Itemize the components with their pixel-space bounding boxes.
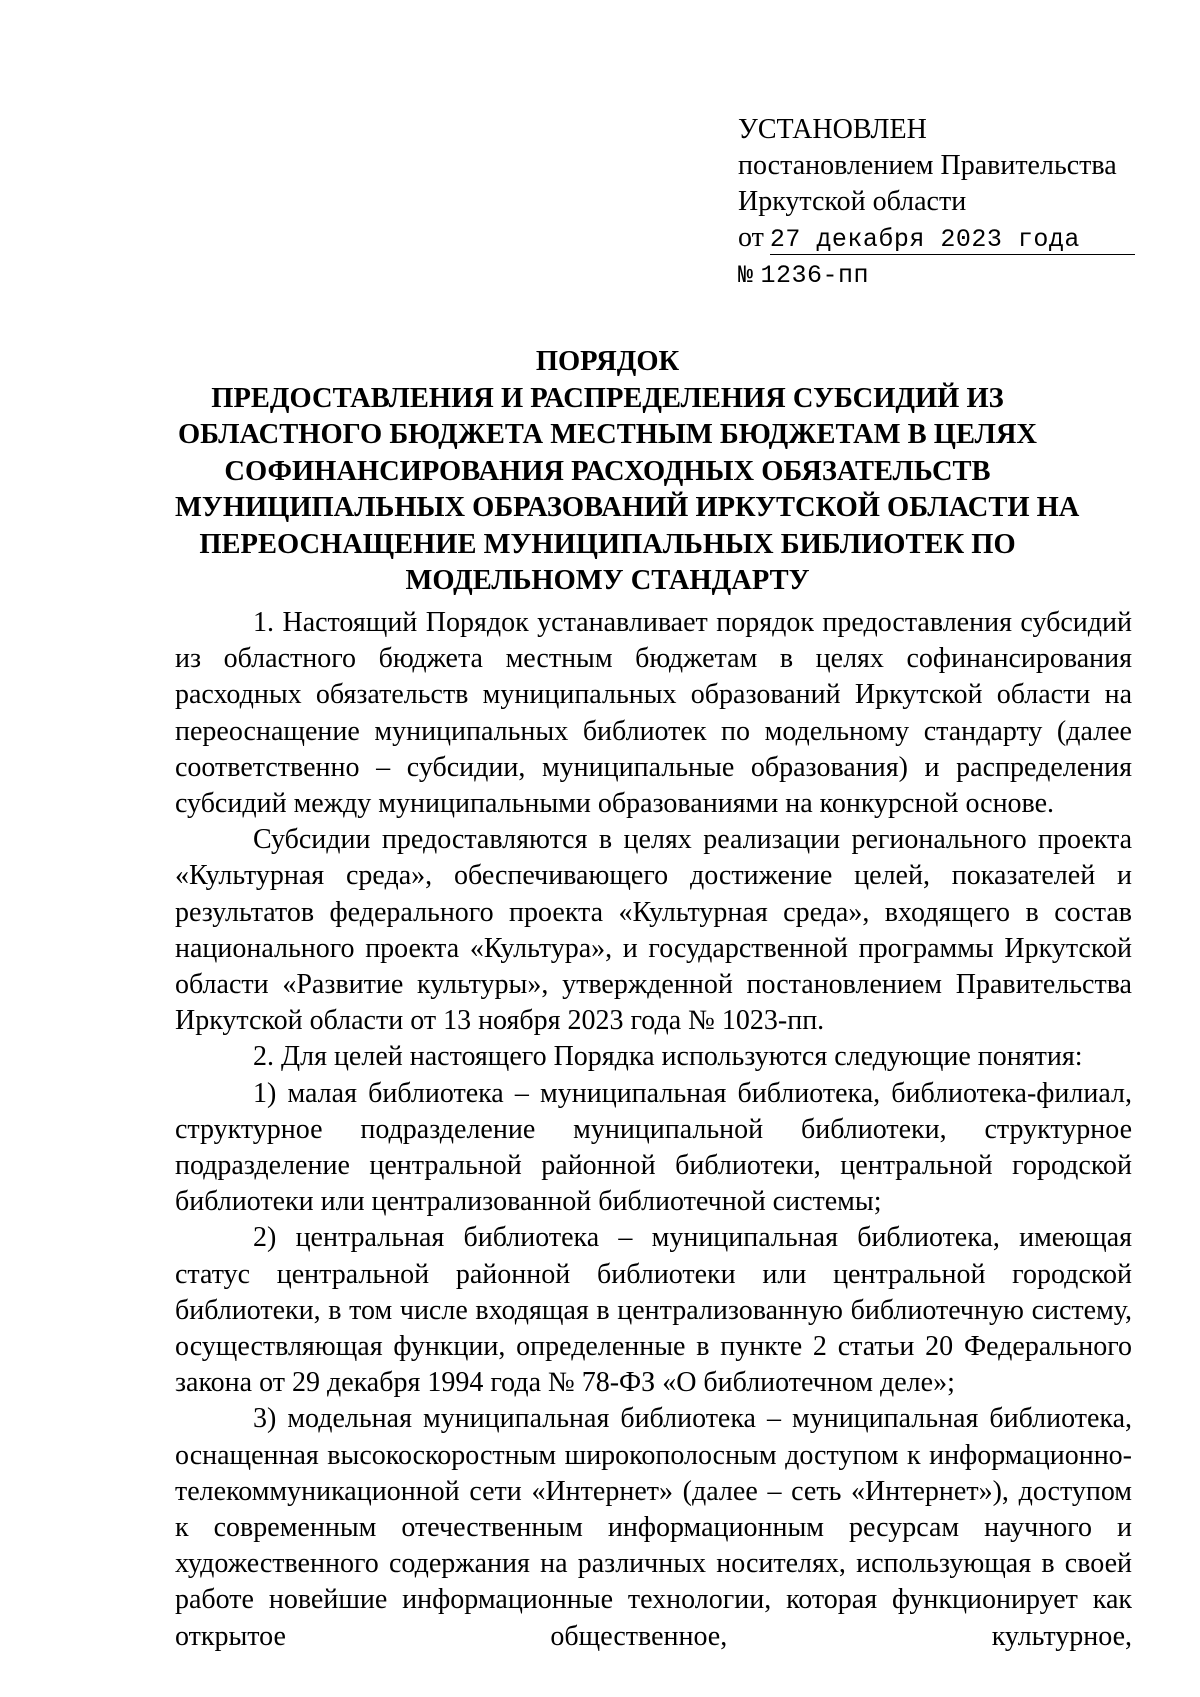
approval-heading: УСТАНОВЛЕН [738,114,927,145]
title-line: ПРЕДОСТАВЛЕНИЯ И РАСПРЕДЕЛЕНИЯ СУБСИДИЙ ИЗ [211,382,1004,414]
approval-date: 27 декабря 2023 года [770,226,1135,255]
paragraph-2: 2. Для целей настоящего Порядка используются следующие понятия: [253,1041,1083,1073]
approval-region: Иркутской области [738,186,967,217]
paragraph-1: 1. Настоящий Порядок устанавливает порядок предоставления субсидий из областного бюджета местным бюджетам в целях софинансирования расходных обязательств муниципальных образований Иркутской области на переоснащение муниципальных библиотек по модельному стандарту (далее соответственно – субсидии, муниципальные образования) и распределения субсидий между муниципальными образованиями на конкурсной основе. [175,607,1132,820]
definition-small-library: 1) малая библиотека – муниципальная библиотека, библиотека-филиал, структурное подразделение муниципальной библиотеки, структурное подразделение центральной районной библиотеки, центральной городской библиотеки или централизованной библиотечной системы; [175,1077,1132,1218]
title-line: СОФИНАНСИРОВАНИЯ РАСХОДНЫХ ОБЯЗАТЕЛЬСТВ [224,455,991,487]
approval-stamp-block [738,112,1130,294]
approval-number-line [738,256,1130,294]
document-body [175,605,1132,1655]
paragraph-subsidy-purpose: Субсидии предоставляются в целях реализации регионального проекта «Культурная среда», обеспечивающего достижение целей, показателей и результатов федерального проекта «Культурная среда», входящего в состав национального проекта «Культура», и государственной программы Иркутской области «Развитие культуры», утвержденной постановлением Правительства Иркутской области от 13 ноября 2023 года № 1023-пп. [175,824,1132,1037]
approval-date-prefix: от [738,222,764,253]
title-line: ОБЛАСТНОГО БЮДЖЕТА МЕСТНЫМ БЮДЖЕТАМ В ЦЕЛЯХ [177,419,1038,450]
title-line: ПЕРЕОСНАЩЕНИЕ МУНИЦИПАЛЬНЫХ БИБЛИОТЕК ПО [199,528,1016,560]
document-title [175,344,1080,600]
approval-number: 1236-пп [760,261,870,290]
approval-number-prefix: № [738,261,754,290]
title-line: ПОРЯДОК [535,346,680,377]
title-line: МОДЕЛЬНОМУ СТАНДАРТУ [405,565,810,596]
approval-date-line [738,220,1130,256]
definition-model-library: 3) модельная муниципальная библиотека – муниципальная библиотека, оснащенная высокоскоростным широкополосным доступом к информационно-телекоммуникационной сети «Интернет» (далее – сеть «Интернет»), доступом к современным отечественным информационным ресурсам научного и художественного содержания на различных носителях, использующая в своей работе новейшие информационные технологии, которая функционирует как открытое общественное, культурное, [175,1403,1132,1652]
approval-issuer: постановлением Правительства [738,150,1117,181]
definition-central-library: 2) центральная библиотека – муниципальная библиотека, имеющая статус центральной районной библиотеки или центральной городской библиотеки, в том числе входящая в централизованную библиотечную систему, осуществляющая функции, определенные в пункте 2 статьи 20 Федерального закона от 29 декабря 1994 года № 78-ФЗ «О библиотечном деле»; [175,1222,1132,1399]
title-line: МУНИЦИПАЛЬНЫХ ОБРАЗОВАНИЙ ИРКУТСКОЙ ОБЛАСТИ НА [175,492,1080,523]
